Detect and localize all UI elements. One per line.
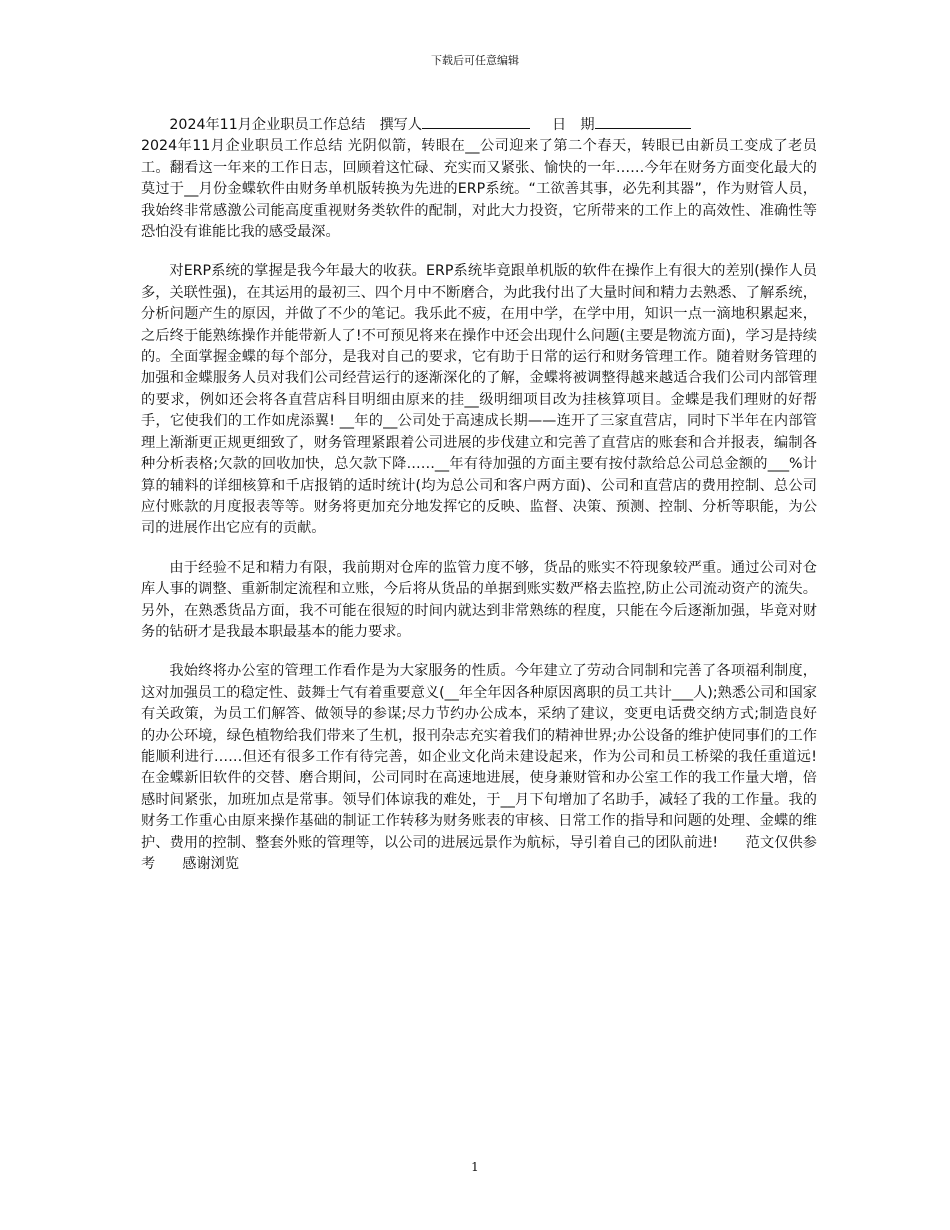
reference-note: 范文仅供参考 — [141, 834, 817, 872]
paragraph-office — [141, 661, 817, 875]
paragraph-office-text: 我始终将办公室的管理工作看作是为大家服务的性质。今年建立了劳动合同制和完善了各项福利制度，这对加强员工的稳定性、鼓舞士气有着重要意义(__年全年因各种原因离职的员工共计___人);熟悉公司和国家有关政策，为员工们解答、做领导的参谋;尽力节约办公成本，采纳了建议，变更电话费交纳方式;制造良好的办公环境，绿色植物给我们带来了生机，报刊杂志充实着我们的精神世界;办公设备的维护使同事们的工作能顺利进行……但还有很多工作有待完善，如企业文化尚未建设起来，作为公司和员工桥梁的我任重道远! 在金蝶新旧软件的交替、磨合期间，公司同时在高速地进展，使身兼财管和办公室工作的我工作量大增，倍感时间紧张，加班加点是常事。领导们体谅我的难处，于__月下旬增加了名助手，减轻了我的工作量。我的财务工作重心由原来操作基础的制证工作转移为财务账表的审核、日常工作的指导和问题的处理、金蝶的维护、费用的控制、整套外账的管理等，以公司的进展远景作为航标，导引着自己的团队前进! — [141, 663, 817, 851]
date-blank — [595, 114, 691, 129]
page-number: 1 — [471, 1160, 479, 1174]
writer-label: 撰写人 — [379, 117, 423, 133]
document-body — [141, 114, 817, 875]
page-header — [0, 54, 950, 68]
thanks-note: 感谢浏览 — [182, 856, 240, 872]
writer-blank — [422, 114, 530, 129]
paragraph-intro: 2024年11月企业职员工作总结 光阴似箭，转眼在__公司迎来了第二个春天，转眼已由新员工变成了老员工。翻看这一年来的工作日志，回顾着这忙碌、充实而又紧张、愉快的一年……今年在财务方面变化最大的莫过于__月份金蝶软件由财务单机版转换为先进的ERP系统。“工欲善其事，必先利其器”，作为财管人员，我始终非常感激公司能高度重视财务类软件的配制，对此大力投资，它所带来的工作上的高效性、准确性等恐怕没有谁能比我的感受最深。 — [141, 138, 817, 241]
document-title: 2024年11月企业职员工作总结 — [169, 117, 366, 133]
paragraph-erp: 对ERP系统的掌握是我今年最大的收获。ERP系统毕竟跟单机版的软件在操作上有很大的差别(操作人员多，关联性强)，在其运用的最初三、四个月中不断磨合，为此我付出了大量时间和精力去熟悉、了解系统，分析问题产生的原因，并做了不少的笔记。我乐此不疲，在用中学，在学中用，知识一点一滴地积累起来，之后终于能熟练操作并能带新人了!不可预见将来在操作中还会出现什么问题(主要是物流方面)，学习是持续的。全面掌握金蝶的每个部分，是我对自己的要求，它有助于日常的运行和财务管理工作。随着财务管理的加强和金蝶服务人员对我们公司经营运行的逐渐深化的了解，金蝶将被调整得越来越适合我们公司内部管理的要求，例如还会将各直营店科目明细由原来的挂__级明细项目改为挂核算项目。金蝶是我们理财的好帮手，它使我们的工作如虎添翼! __年的__公司处于高速成长期——连开了三家直营店，同时下半年在内部管理上渐渐更正规更细致了，财务管理紧跟着公司进展的步伐建立和完善了直营店的账套和合并报表，编制各种分析表格;欠款的回收加快，总欠款下降……__年有待加强的方面主要有按付款给总公司总金额的___%计算的辅料的详细核算和千店报销的适时统计(均为总公司和客户两方面)、公司和直营店的费用控制、总公司应付账款的月度报表等等。财务将更加充分地发挥它的反映、监督、决策、预测、控制、分析等职能，为公司的进展作出它应有的贡献。 — [141, 263, 817, 537]
title-line — [141, 114, 817, 136]
paragraph-warehouse: 由于经验不足和精力有限，我前期对仓库的监管力度不够，货品的账实不符现象较严重。通过公司对仓库人事的调整、重新制定流程和立账，今后将从货品的单据到账实数严格去监控,防止公司流动资产的流失。另外，在熟悉货品方面，我不可能在很短的时间内就达到非常熟练的程度，只能在今后逐渐加强，毕竟对财务的钻研才是我最本职最基本的能力要求。 — [141, 559, 817, 640]
date-label: 日 期 — [552, 117, 595, 133]
header-text: 下载后可任意编辑 — [431, 54, 519, 67]
